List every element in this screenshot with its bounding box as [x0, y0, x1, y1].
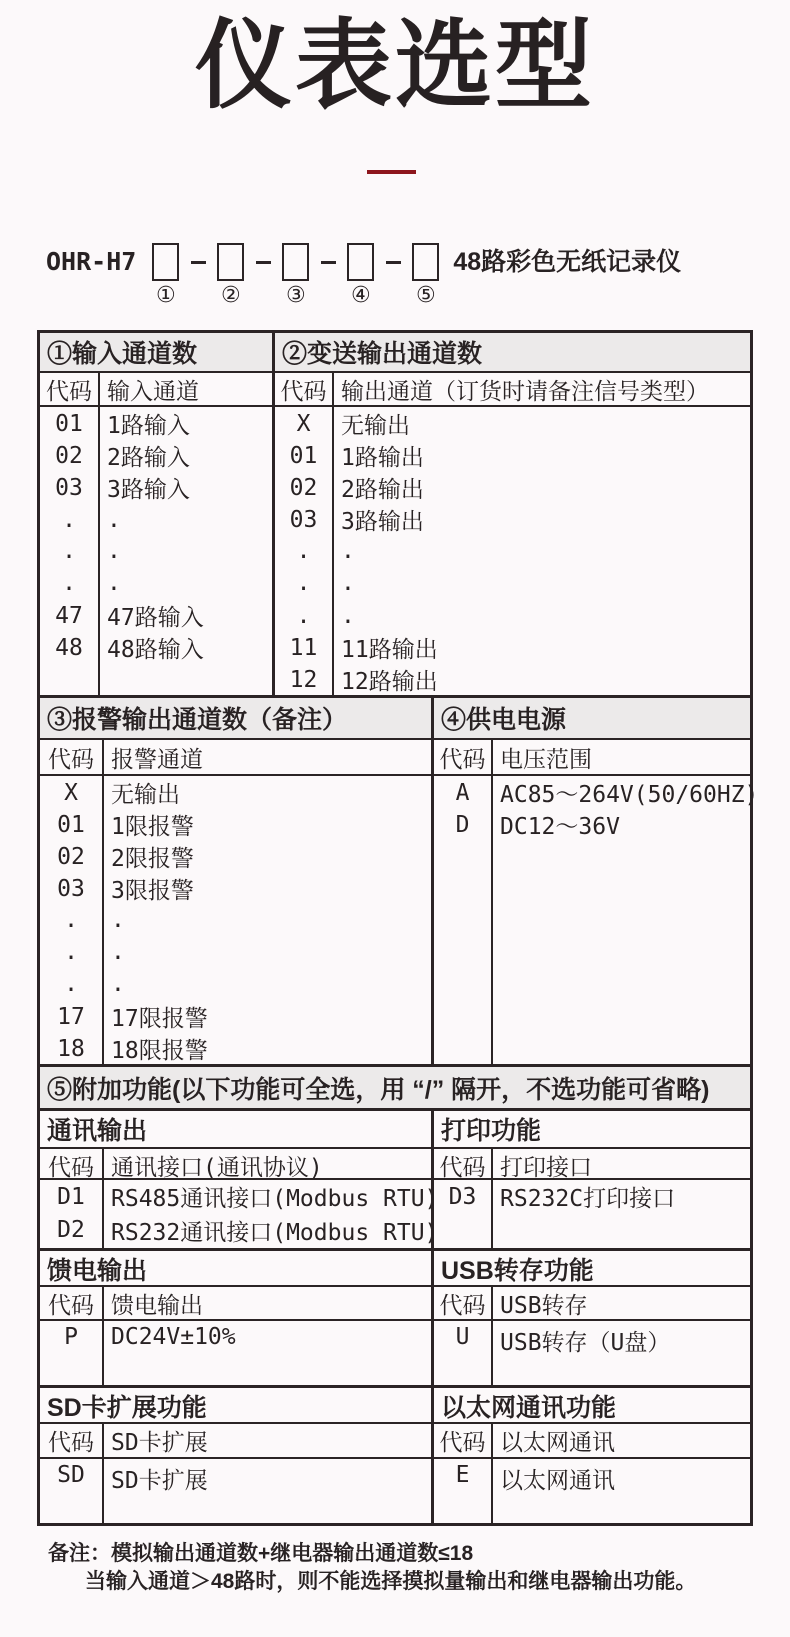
section5-header: ⑤附加功能(以下功能可全选，用 “/” 隔开，不选功能可省略)	[40, 1067, 750, 1108]
model-slot-4	[347, 243, 374, 307]
value-column-header: SD卡扩展	[104, 1424, 434, 1457]
section-header-row	[40, 698, 750, 740]
code-cell: .	[40, 936, 104, 968]
section-comm-and-print	[40, 1111, 750, 1251]
page-title: 仪表选型	[195, 11, 595, 120]
column-header-row	[40, 1424, 750, 1459]
model-slot-3	[282, 243, 309, 307]
value-cell: .	[100, 535, 275, 567]
table-row	[40, 872, 750, 904]
subsection-header-row	[40, 1388, 750, 1424]
code-cell: X	[275, 407, 334, 440]
code-cell: D3	[434, 1180, 493, 1213]
table-row	[40, 904, 750, 936]
model-dash	[309, 243, 347, 281]
subsection-header-row	[40, 1111, 750, 1149]
code-cell: P	[40, 1321, 104, 1385]
code-cell: U	[434, 1321, 493, 1385]
value-cell: .	[100, 567, 275, 599]
table-row	[40, 808, 750, 840]
code-cell: 03	[275, 503, 334, 536]
code-cell	[434, 1212, 493, 1248]
model-slot-box	[412, 243, 439, 281]
model-slot-box	[152, 243, 179, 281]
value-cell: .	[104, 968, 434, 1000]
value-cell: 2路输入	[100, 439, 275, 472]
note-line-1: 备注：模拟输出通道数+继电器输出通道数≤18	[48, 1542, 474, 1565]
value-cell: .	[341, 538, 355, 564]
code-cell: 02	[275, 471, 334, 504]
section-additional-functions	[40, 1067, 750, 1111]
model-slot-2	[217, 243, 244, 307]
code-cell: 01	[275, 439, 334, 472]
value-cell: 1路输出	[341, 445, 424, 471]
value-cell: .	[341, 602, 355, 629]
column-header-row	[40, 1149, 750, 1180]
code-cell: 47	[40, 599, 100, 632]
usb-function-header: USB转存功能	[441, 1257, 594, 1285]
value-cell	[493, 1032, 750, 1065]
code-cell: 03	[40, 872, 104, 905]
code-cell: .	[275, 567, 334, 599]
value-cell: 18限报警	[104, 1032, 434, 1065]
code-cell: 02	[40, 439, 100, 472]
code-column-header: 代码	[434, 740, 493, 774]
table-row	[40, 663, 750, 695]
code-cell: 01	[40, 808, 104, 841]
model-slot-5	[412, 243, 439, 307]
subsection-header-row	[40, 1251, 750, 1287]
section4-header: ④供电电源	[441, 706, 567, 734]
section1-header: ①输入通道数	[40, 333, 275, 371]
value-cell	[493, 936, 750, 968]
value-cell: DC12～36V	[500, 814, 620, 840]
code-cell: .	[40, 503, 100, 536]
section-input-and-transmit-output	[40, 333, 750, 698]
value-column-header: 通讯接口(通讯协议)	[104, 1149, 434, 1182]
value-cell: .	[100, 503, 275, 536]
code-cell: D	[434, 808, 493, 841]
value-cell	[493, 872, 750, 905]
code-cell: .	[40, 567, 100, 599]
table-row	[40, 968, 750, 1000]
model-slot-1	[152, 243, 179, 307]
value-cell: 无输出	[341, 413, 410, 439]
model-dash	[374, 243, 412, 281]
code-cell	[434, 968, 493, 1000]
code-cell: 01	[40, 407, 100, 440]
ethernet-header: 以太网通讯功能	[441, 1394, 617, 1422]
code-cell: .	[40, 535, 100, 567]
value-cell: RS232通讯接口(Modbus RTU)	[104, 1212, 434, 1248]
table-row	[40, 567, 750, 599]
section-sd-and-ethernet	[40, 1388, 750, 1523]
section-header-row	[40, 333, 750, 373]
value-column-header: 电压范围	[500, 746, 592, 773]
value-cell: .	[104, 904, 434, 936]
sd-card-header: SD卡扩展功能	[40, 1388, 434, 1424]
model-slot-mark: ①	[155, 283, 176, 308]
model-dash	[179, 243, 217, 281]
model-slot-box	[282, 243, 309, 281]
value-cell: SD卡扩展	[104, 1459, 434, 1523]
table-row	[40, 936, 750, 968]
value-column-header: 打印接口	[500, 1155, 592, 1181]
code-cell	[434, 936, 493, 968]
column-header-row	[40, 1287, 750, 1321]
code-cell: 11	[275, 631, 334, 664]
column-header-row	[40, 740, 750, 776]
table-row	[40, 631, 750, 663]
table-row	[40, 439, 750, 471]
column-header-row	[40, 373, 750, 407]
value-cell	[493, 1212, 750, 1248]
model-slot-mark: ⑤	[415, 283, 436, 308]
code-cell: E	[434, 1459, 493, 1523]
value-cell: 48路输入	[100, 631, 275, 664]
table-row	[40, 1032, 750, 1064]
code-cell: 02	[40, 840, 104, 873]
value-column-header: 报警通道	[104, 740, 434, 774]
section2-header: ②变送输出通道数	[282, 340, 483, 368]
value-cell	[493, 968, 750, 1000]
value-cell: RS485通讯接口(Modbus RTU)	[104, 1180, 434, 1213]
value-column-header: 输出通道（订货时请备注信号类型）	[341, 379, 709, 405]
value-cell: 2路输出	[341, 477, 424, 503]
value-cell	[493, 840, 750, 873]
table-row	[40, 599, 750, 631]
value-cell	[493, 904, 750, 936]
table-row	[40, 535, 750, 567]
section-feed-and-usb	[40, 1251, 750, 1388]
model-slot-box	[217, 243, 244, 281]
comm-output-header: 通讯输出	[40, 1111, 434, 1147]
code-column-header: 代码	[40, 1287, 104, 1320]
title-accent-dash	[367, 170, 416, 174]
code-cell: A	[434, 776, 493, 809]
code-column-header: 代码	[40, 373, 100, 406]
code-column-header: 代码	[434, 1287, 493, 1320]
code-cell: X	[40, 776, 104, 809]
value-column-header: 以太网通讯	[500, 1430, 615, 1456]
value-cell: 3路输入	[100, 471, 275, 504]
value-cell: 以太网通讯	[500, 1468, 615, 1494]
value-column-header: 馈电输出	[104, 1287, 434, 1320]
code-cell	[434, 904, 493, 936]
value-cell: 3限报警	[104, 872, 434, 905]
table-row	[40, 1212, 750, 1248]
code-column-header: 代码	[434, 1149, 493, 1182]
section-alarm-and-power	[40, 698, 759, 1067]
code-cell: 18	[40, 1032, 104, 1065]
value-cell: 2限报警	[104, 840, 434, 873]
code-cell: 12	[275, 663, 334, 696]
value-cell: 47路输入	[100, 599, 275, 632]
model-slot-box	[347, 243, 374, 281]
table-row	[40, 1321, 750, 1385]
model-slot-mark: ③	[285, 283, 306, 308]
code-cell	[434, 872, 493, 905]
table-row	[40, 1459, 750, 1523]
code-cell: .	[40, 904, 104, 936]
code-cell: 48	[40, 631, 100, 664]
code-cell: SD	[40, 1459, 104, 1523]
code-cell: .	[275, 599, 334, 632]
value-cell	[100, 663, 275, 696]
code-cell: D2	[40, 1212, 104, 1248]
code-column-header: 代码	[275, 373, 334, 406]
feed-output-header: 馈电输出	[40, 1251, 434, 1287]
model-dash	[244, 243, 282, 281]
value-cell: 1路输入	[100, 407, 275, 440]
table-row	[40, 407, 750, 439]
code-cell: 17	[40, 1000, 104, 1033]
code-column-header: 代码	[434, 1424, 493, 1457]
value-cell: .	[104, 936, 434, 968]
value-cell: 无输出	[104, 776, 434, 809]
value-cell: 11路输出	[341, 637, 438, 663]
model-prefix: OHR-H7	[46, 247, 137, 276]
table-row	[40, 1000, 750, 1032]
section3-header: ③报警输出通道数（备注）	[40, 698, 434, 738]
value-cell: RS232C打印接口	[500, 1186, 676, 1212]
table-row	[40, 471, 750, 503]
code-cell	[434, 1000, 493, 1033]
code-column-header: 代码	[40, 1424, 104, 1457]
code-cell: 03	[40, 471, 100, 504]
value-cell: DC24V±10%	[104, 1321, 434, 1385]
table-row	[40, 840, 750, 872]
table-row	[40, 503, 750, 535]
code-column-header: 代码	[40, 740, 104, 774]
print-function-header: 打印功能	[441, 1117, 542, 1145]
model-slot-mark: ④	[350, 283, 371, 308]
footer-notes	[48, 1540, 696, 1596]
code-cell: .	[40, 968, 104, 1000]
code-cell	[434, 1032, 493, 1065]
code-cell	[40, 663, 100, 696]
value-cell: 3路输出	[341, 509, 424, 535]
value-cell: USB转存（U盘）	[500, 1330, 671, 1356]
value-column-header: USB转存	[500, 1293, 588, 1319]
code-cell	[434, 840, 493, 873]
value-cell	[493, 1000, 750, 1033]
model-code-line	[46, 243, 681, 307]
note-line-2: 当输入通道＞48路时，则不能选择摸拟量输出和继电器输出功能。	[85, 1570, 697, 1593]
value-cell: .	[341, 570, 355, 596]
value-cell: AC85～264V(50/60HZ)	[500, 782, 759, 808]
selection-table	[37, 330, 759, 1526]
model-suffix: 48路彩色无纸记录仪	[453, 248, 682, 276]
table-row	[40, 776, 759, 808]
code-cell: D1	[40, 1180, 104, 1213]
model-slot-mark: ②	[220, 283, 241, 308]
value-column-header: 输入通道	[100, 373, 275, 406]
value-cell: 17限报警	[104, 1000, 434, 1033]
table-row	[40, 1180, 750, 1212]
value-cell: 1限报警	[104, 808, 434, 841]
code-column-header: 代码	[40, 1149, 104, 1182]
value-cell: 12路输出	[341, 669, 438, 695]
code-cell: .	[275, 535, 334, 567]
